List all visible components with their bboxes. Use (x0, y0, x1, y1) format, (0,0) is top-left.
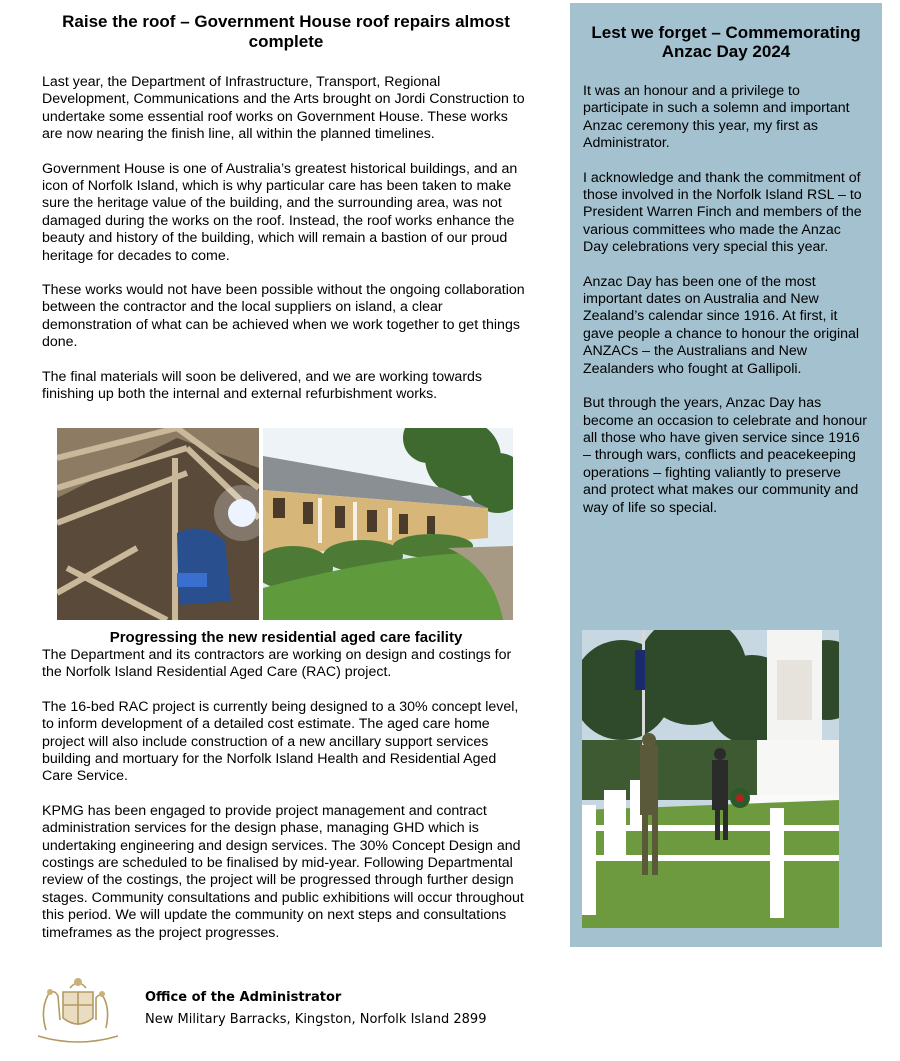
aged-care-paragraph-3: KPMG has been engaged to provide project management and contract administration services for the design phase, managing GHD which is undertaking engineering and design services. The 30% Concept Design and costings are scheduled to be finalised by mid-year. Following Departmental review of the costings, the project will be progressed through further design stages. Community consultations and public exhibitions will occur throughout this period. We will update the community on next steps and consultations timeframes as the project progresses. (42, 802, 524, 941)
coat-of-arms-icon (28, 970, 128, 1048)
roof-paragraph-2: Government House is one of Australia’s greatest historical buildings, and an icon of Norfolk Island, which is why particular care has been taken to make sure the heritage value of the building, and the surrounding area, was not damaged during the works on the roof. Instead, the roof works enhance the beauty and history of the building, which will remain a bastion of our proud heritage for decades to come. (42, 160, 518, 264)
anzac-memorial-photo (582, 630, 839, 928)
anzac-paragraph-2: I acknowledge and thank the commitment of those involved in the Norfolk Island RSL – to President Warren Finch and members of the various committees who made the Anzac Day celebrations very special this year. (583, 169, 862, 256)
aged-care-article (42, 629, 530, 959)
anzac-paragraph-1: It was an honour and a privilege to participate in such a solemn and important Anzac ceremony this year, my first as Administrator. (583, 83, 850, 152)
roof-interior-photo (57, 428, 259, 620)
anzac-title: Lest we forget – Commemorating Anzac Day 2024 (591, 23, 861, 61)
anzac-panel (570, 3, 882, 947)
office-name: Office of the Administrator (145, 990, 342, 1005)
footer (28, 970, 628, 1050)
government-house-photo (263, 428, 513, 620)
anzac-paragraph-3: Anzac Day has been one of the most important dates on Australia and New Zealand’s calendar since 1916. At first, it gave people a chance to honour the original ANZACs – the Australians and New Zealanders who fought at Gallipoli. (583, 273, 860, 377)
anzac-paragraph-4: But through the years, Anzac Day has become an occasion to celebrate and honour all those who have given service since 1916 – through wars, conflicts and peacekeeping operations – fighting valiantly to preserve and protect what makes our community and way of life so special. (583, 395, 867, 516)
roof-title: Raise the roof – Government House roof repairs almost complete (62, 12, 510, 51)
roof-paragraph-3: These works would not have been possible without the ongoing collaboration between the contractor and the local suppliers on island, a clear demonstration of what can be achieved when we work together to get things done. (42, 282, 525, 351)
roof-paragraph-4: The final materials will soon be delivered, and we are working towards finishing up both the internal and external refurbishment works. (42, 368, 483, 403)
aged-care-title: Progressing the new residential aged care facility (109, 629, 463, 646)
roof-photos (57, 428, 513, 620)
aged-care-paragraph-1: The Department and its contractors are working on design and costings for the Norfolk Island Residential Aged Care (RAC) project. (42, 647, 512, 681)
aged-care-paragraph-2: The 16-bed RAC project is currently being designed to a 30% concept level, to inform development of a detailed cost estimate. The aged care home project will also include construction of a new ancillary support services building and mortuary for the Norfolk Island Health and Residential Aged Care Service. (42, 698, 519, 785)
roof-paragraph-1: Last year, the Department of Infrastructure, Transport, Regional Development, Communications and the Arts brought on Jordi Construction to undertake some essential roof works on Government House. These works are now nearing the finish line, all within the planned timelines. (42, 74, 525, 143)
office-address: New Military Barracks, Kingston, Norfolk Island 2899 (145, 1012, 487, 1027)
roof-article (42, 12, 530, 421)
